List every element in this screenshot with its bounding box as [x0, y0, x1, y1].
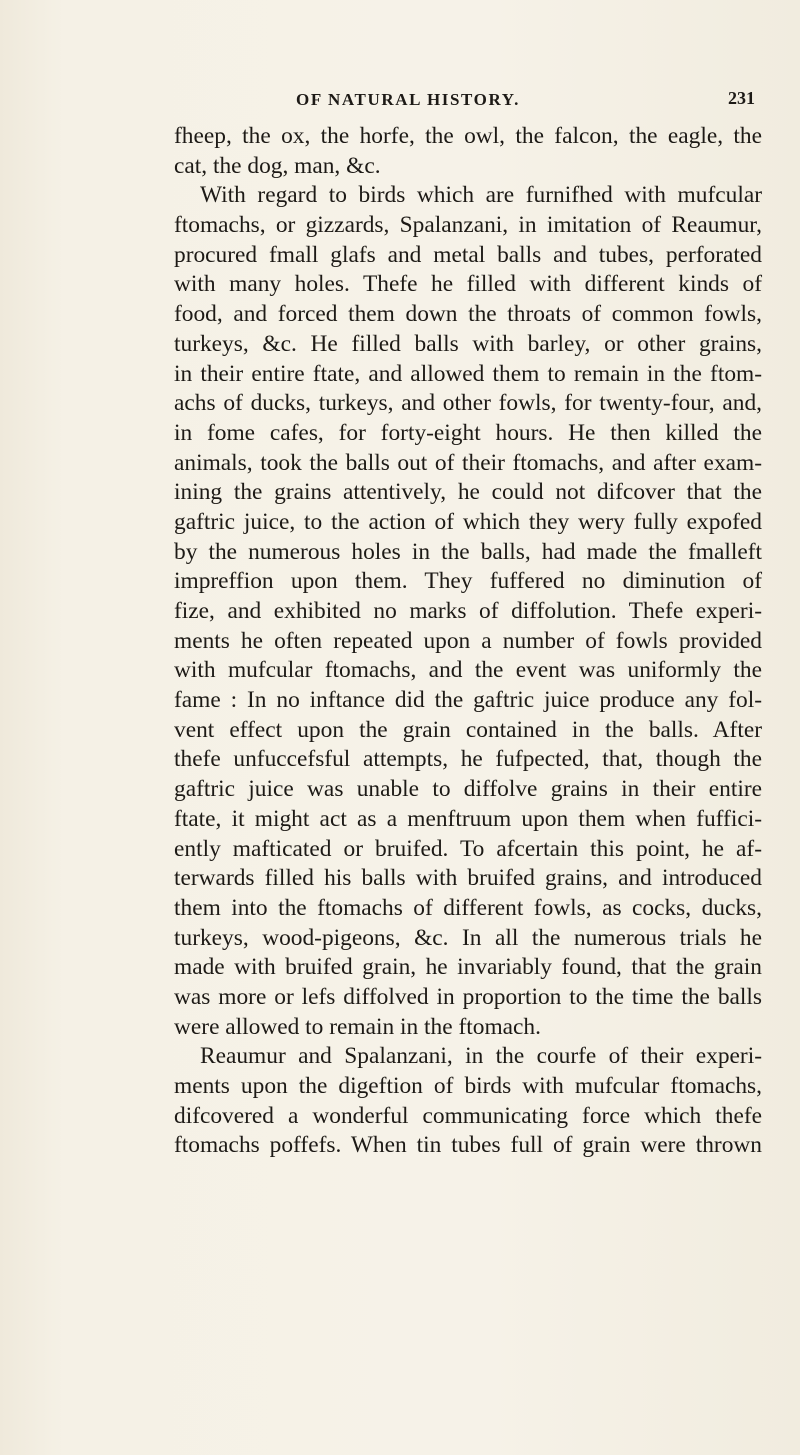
text-line: were allowed to remain in the ftomach. [174, 1013, 541, 1040]
text-line: Reaumur and Spalanzani, in the courfe of their experi- [200, 1043, 762, 1070]
text-line: in fome cafes, for forty-eight hours. He then killed the [174, 419, 762, 446]
text-line: ftomachs poffefs. When tin tubes full of grain were thrown [174, 1132, 762, 1159]
text-line: with mufcular ftomachs, and the event was uniformly the [174, 657, 762, 684]
text-line: food, and forced them down the throats of common fowls, [174, 301, 762, 328]
text-line: made with bruifed grain, he invariably found, that the grain [174, 954, 762, 981]
text-line: was more or lefs diffolved in proportion to the time the balls [174, 983, 762, 1010]
text-line: ments he often repeated upon a number of fowls provided [174, 627, 762, 654]
text-line: them into the ftomachs of different fowls, as cocks, ducks, [174, 894, 762, 921]
text-line: by the numerous holes in the balls, had made the fmalleft [174, 538, 762, 565]
page-number: 231 [728, 88, 755, 108]
body-text [174, 122, 762, 1161]
text-line: turkeys, wood-pigeons, &c. In all the numerous trials he [174, 924, 762, 951]
text-line: procured fmall glafs and metal balls and tubes, perforated [174, 241, 762, 268]
text-line: vent effect upon the grain contained in the balls. After [174, 716, 762, 743]
text-line: ining the grains attentively, he could not difcover that the [174, 479, 762, 506]
text-line: turkeys, &c. He filled balls with barley, or other grains, [174, 330, 762, 357]
text-line: animals, took the balls out of their ftomachs, and after exam- [174, 449, 762, 476]
text-line: gaftric juice, to the action of which they wery fully expofed [174, 508, 762, 535]
text-line: gaftric juice was unable to diffolve grains in their entire [174, 776, 762, 803]
text-line: ently mafticated or bruifed. To afcertain this point, he af- [174, 835, 762, 862]
text-line: in their entire ftate, and allowed them to remain in the ftom- [174, 360, 762, 387]
text-line: fame : In no inftance did the gaftric juice produce any fol- [174, 687, 762, 714]
running-header: OF NATURAL HISTORY. [296, 90, 520, 109]
text-line: ftate, it might act as a menftruum upon them when fuffici- [174, 805, 762, 832]
text-line: With regard to birds which are furnifhed with mufcular [200, 182, 762, 209]
text-line: achs of ducks, turkeys, and other fowls, for twenty-four, and, [174, 390, 762, 417]
text-line: impreffion upon them. They fuffered no diminution of [174, 568, 762, 595]
text-line: thefe unfuccefsful attempts, he fufpected, that, though the [174, 746, 762, 773]
text-line: fize, and exhibited no marks of diffolution. Thefe experi- [174, 598, 762, 624]
text-line: cat, the dog, man, &c. [174, 152, 381, 179]
text-line: ments upon the digeftion of birds with mufcular ftomachs, [174, 1073, 762, 1099]
text-line: fheep, the ox, the horfe, the owl, the falcon, the eagle, the [174, 123, 762, 149]
text-line: terwards filled his balls with bruifed grains, and introduced [174, 865, 762, 892]
text-line: difcovered a wonderful communicating force which thefe [174, 1102, 762, 1129]
text-line: ftomachs, or gizzards, Spalanzani, in imitation of Reaumur, [174, 212, 762, 239]
text-line: with many holes. Thefe he filled with different kinds of [174, 271, 762, 298]
